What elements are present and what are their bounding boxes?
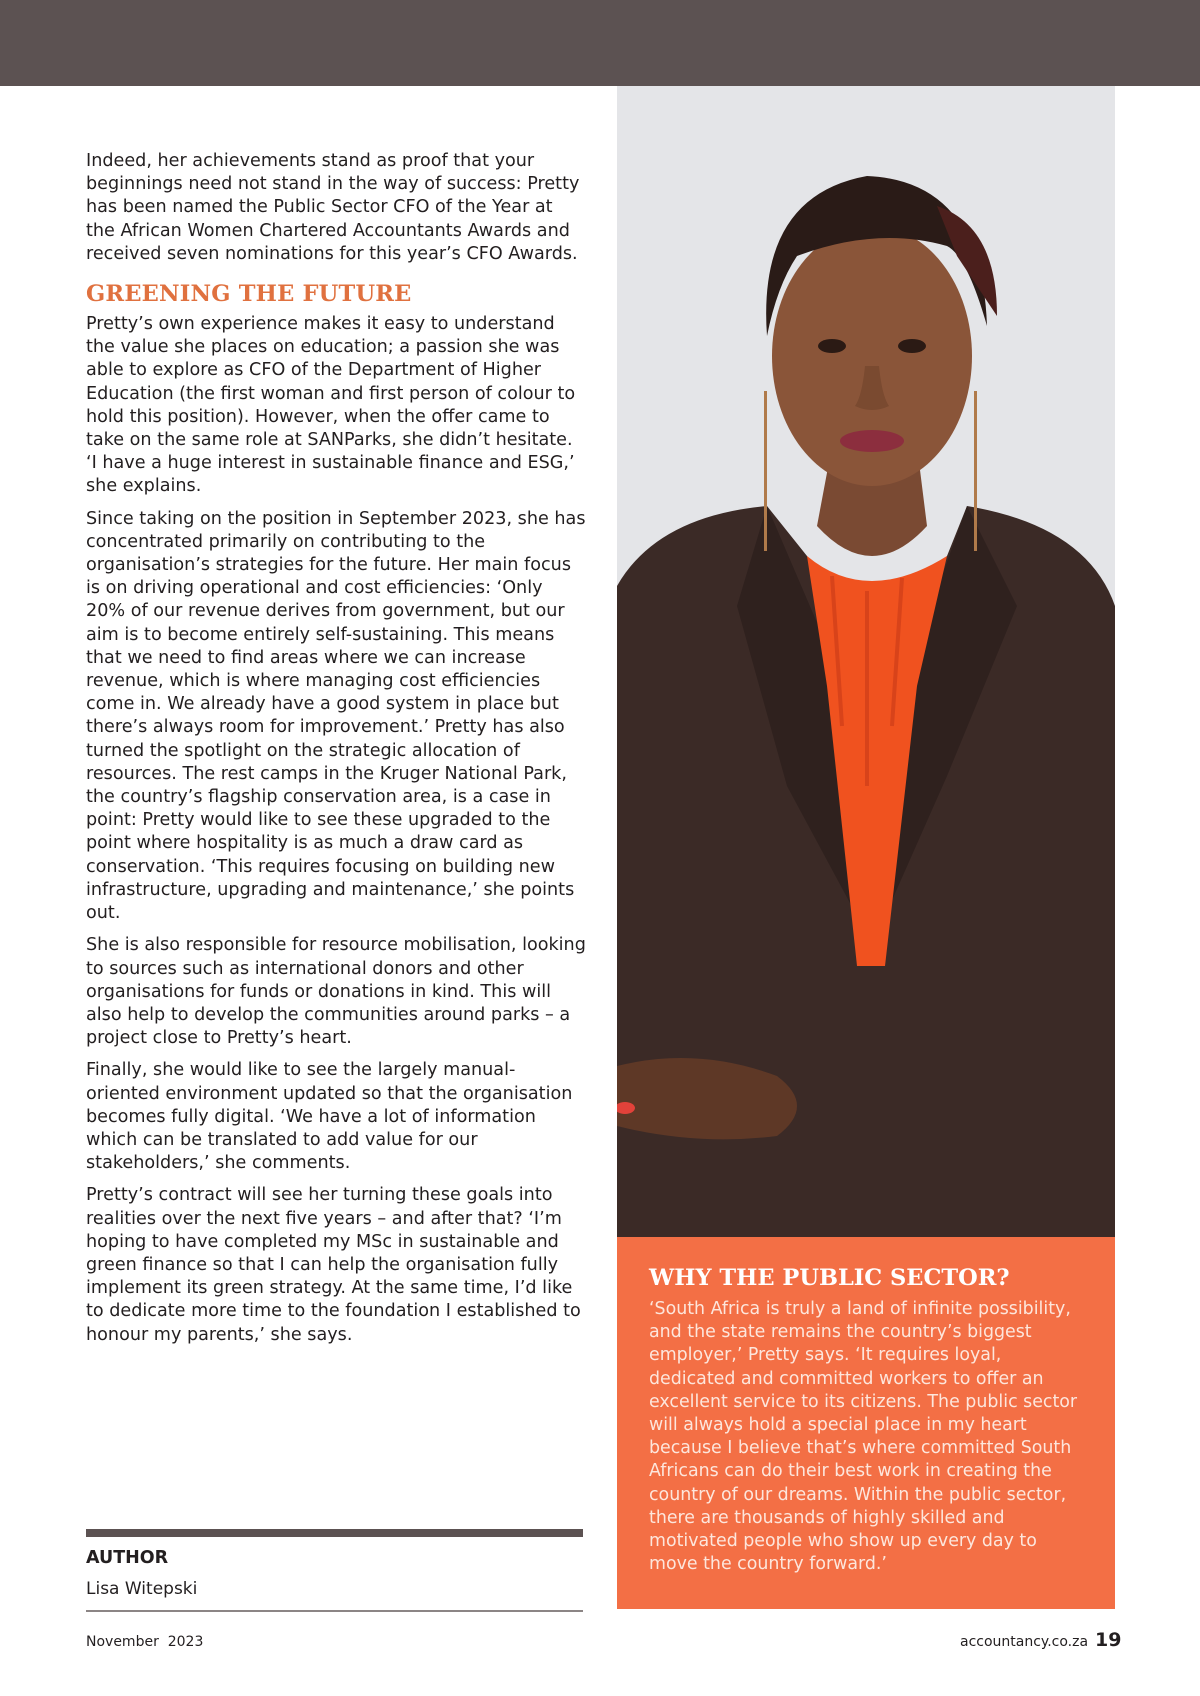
article-paragraph: Since taking on the position in September 2023, she has concentrated primarily on contributing to the organisation’s strategies for the future. Her main focus is on driving operational and cost efficiencies: ‘Only 20% of our revenue derives from government, but our aim is to become entirely self-sustaining. This means that we need to find areas where we can increase revenue, which is where managing cost efficiencies come in. We already have a good system in place but there’s always room for improvement.’ Pretty has also turned the spotlight on the strategic allocation of resources. The rest camps in the Kruger National Park, the country’s flagship conservation area, is a case in point: Pretty would like to see these upgraded to the point where hospitality is as much a draw card as conservation. ‘This requires focusing on building new infrastructure, upgrading and maintenance,’ she points out. bbox=[86, 508, 586, 924]
article-paragraph: Pretty’s own experience makes it easy to understand the value she places on education; a passion she was able to explore as CFO of the Department of Higher Education (the first woman and first person of colour to hold this position). However, when the offer came to take on the same role at SANParks, she didn’t hesitate. ‘I have a huge interest in sustainable finance and ESG,’ she explains. bbox=[86, 314, 576, 497]
sidebar-callout bbox=[617, 1237, 1115, 1609]
page-number: 19 bbox=[1095, 1629, 1122, 1651]
article-paragraph: Finally, she would like to see the largely manual-oriented environment updated so that the organisation becomes fully digital. ‘We have a lot of information which can be translated to add value for our stakeholders,’ she comments. bbox=[86, 1060, 573, 1174]
section-heading: GREENING THE FUTURE bbox=[86, 281, 412, 308]
author-divider-bottom bbox=[86, 1610, 583, 1612]
article-paragraph: She is also responsible for resource mobilisation, looking to sources such as international donors and other organisations for funds or donations in kind. This will also help to develop the communities around parks – a project close to Pretty’s heart. bbox=[86, 935, 586, 1049]
header-bar bbox=[0, 0, 1200, 86]
article-body bbox=[86, 150, 586, 1356]
portrait-photo bbox=[617, 86, 1115, 1237]
footer-date: November 2023 bbox=[86, 1634, 204, 1650]
article-paragraph: Indeed, her achievements stand as proof that your beginnings need not stand in the way of success: Pretty has been named the Public Sector CFO of the Year at the African Women Chartered Accountants Awards and received seven nominations for this year’s CFO Awards. bbox=[86, 151, 580, 264]
portrait-illustration bbox=[617, 86, 1115, 1237]
author-name: Lisa Witepski bbox=[86, 1579, 198, 1599]
footer-site: accountancy.co.za bbox=[960, 1634, 1089, 1650]
sidebar-heading: WHY THE PUBLIC SECTOR? bbox=[649, 1265, 1010, 1291]
sidebar-body: ‘South Africa is truly a land of infinite possibility, and the state remains the country’s biggest employer,’ Pretty says. ‘It requires loyal, dedicated and committed workers to offer an excellent service to its citizens. The public sector will always hold a special place in my heart because I believe that’s where committed South Africans can do their best work in creating the country of our dreams. Within the public sector, there are thousands of highly skilled and motivated people who show up every day to move the country forward.’ bbox=[649, 1299, 1078, 1575]
article-paragraph: Pretty’s contract will see her turning these goals into realities over the next five years – and after that? ‘I’m hoping to have completed my MSc in sustainable and green finance so that I can help the organisation fully implement its green strategy. At the same time, I’d like to dedicate more time to the foundation I established to honour my parents,’ she says. bbox=[86, 1185, 581, 1345]
author-label: AUTHOR bbox=[86, 1548, 169, 1568]
author-divider-top bbox=[86, 1529, 583, 1537]
